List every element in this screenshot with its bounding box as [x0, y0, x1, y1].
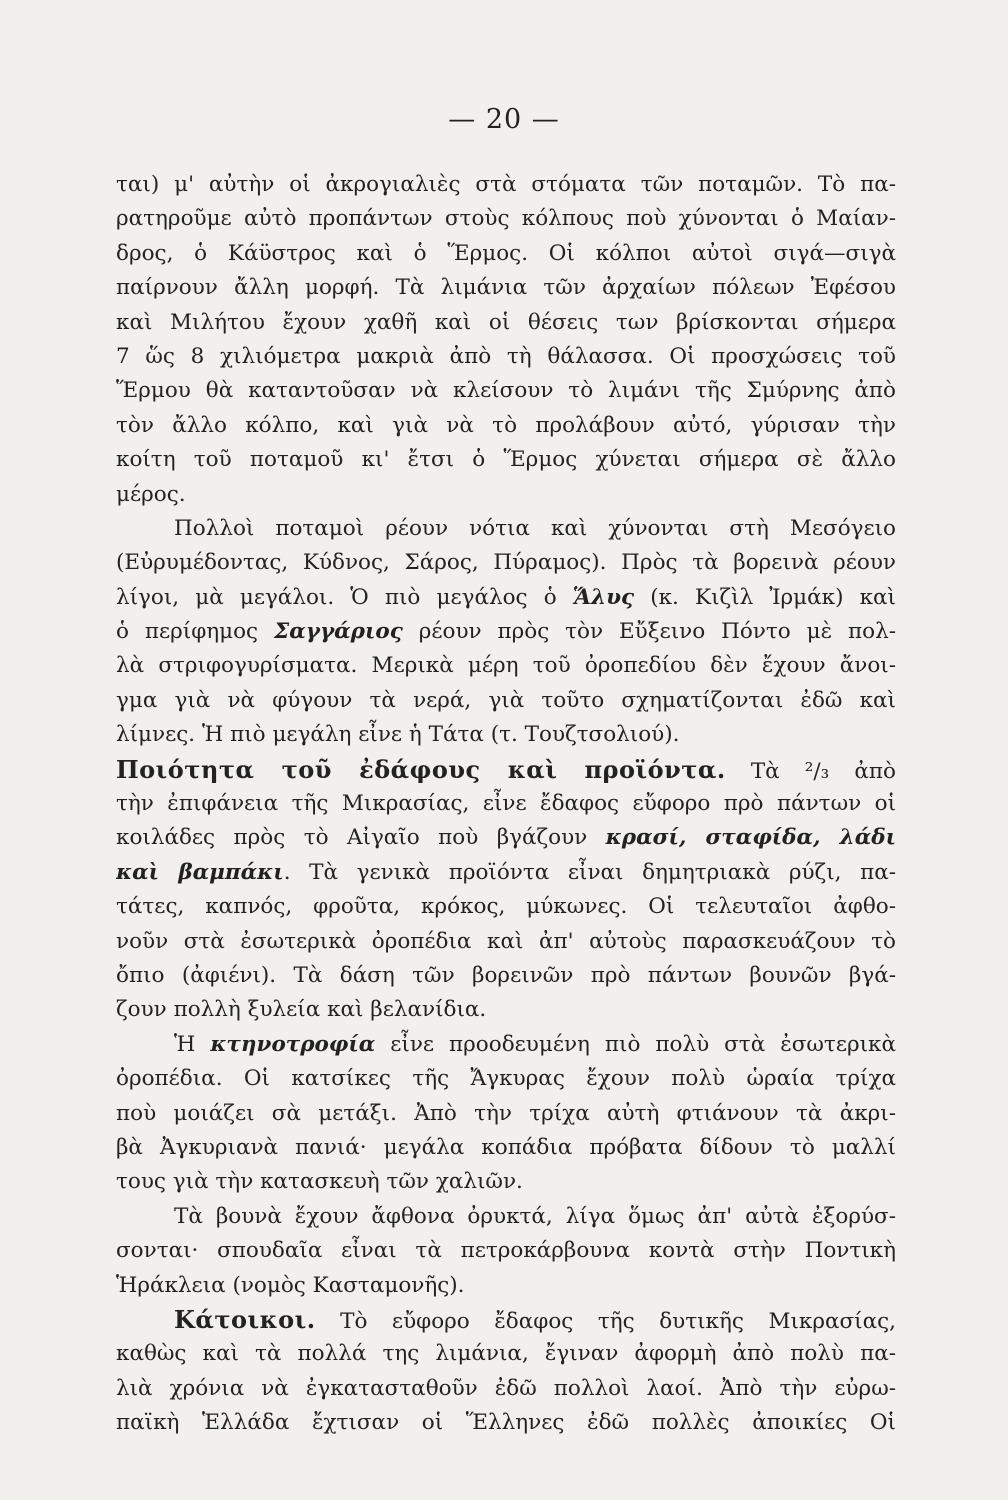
text-line: μέρος. [116, 481, 186, 507]
text-line: λιὰ χρόνια νὰ ἐγκατασταθοῦν ἐδῶ πολλοὶ λαοί. Ἀπὸ τὴν εὐρω- [116, 1375, 896, 1401]
paragraph-rivers [116, 512, 896, 753]
text-line [116, 1303, 896, 1337]
text-line: (Εὐρυμέδοντας, Κύδνος, Σάρος, Πύραμος). Πρὸς τὰ βορεινὰ ρέουν [116, 550, 896, 576]
text-span: λίγοι, μὰ μεγάλοι. Ὁ πιὸ μεγάλος ὁ [116, 584, 573, 610]
text-line: ται) μ' αὐτὴν οἱ ἀκρογιαλιὲς στὰ στόματα τῶν ποταμῶν. Τὸ πα- [116, 172, 896, 197]
text-line: 7 ὥς 8 χιλιόμετρα μακριὰ ἀπὸ τὴ θάλασσα. Οἱ προσχώσεις τοῦ [116, 343, 896, 369]
text-line [116, 821, 896, 855]
text-line: τὴν ἐπιφάνεια τῆς Μικρασίας, εἶνε ἔδαφος εὔφορο πρὸ πάντων οἱ [116, 791, 896, 817]
text-line [116, 1028, 896, 1062]
text-span: (κ. Κιζὶλ Ἰρμάκ) καὶ [634, 584, 896, 610]
page-number: — 20 — [448, 104, 560, 135]
paragraph-soil-products [116, 753, 896, 1028]
text-line [116, 753, 896, 787]
section-heading-soil: Ποιότητα τοῦ ἐδάφους καὶ προϊόντα. [116, 754, 726, 784]
text-span: Ἡ [174, 1031, 211, 1057]
text-line: ζουν πολλὴ ξυλεία καὶ βελανίδια. [116, 997, 487, 1023]
emphasis-cotton: καὶ βαμπάκι [116, 859, 284, 885]
text-span: κοιλάδες πρὸς τὸ Αἰγαῖο ποὺ βγάζουν [116, 825, 606, 851]
text-line: τάτες, καπνός, φροῦτα, κρόκος, μύκωνες. Οἱ τελευταῖοι ἀφθο- [116, 894, 896, 920]
text-span: . Τὰ γενικὰ προϊόντα εἶναι δημητριακὰ ρύζι, πα- [283, 859, 896, 885]
text-line: λὰ στριφογυρίσματα. Μερικὰ μέρη τοῦ ὀροπεδίου δὲν ἔχουν ἄνοι- [116, 653, 896, 679]
body-text [116, 168, 896, 1440]
text-span: ὁ περίφημος [116, 619, 274, 645]
text-line: ὀροπέδια. Οἱ κατσίκες τῆς Ἄγκυρας ἔχουν πολὺ ὡραία τρίχα [116, 1066, 896, 1092]
text-line: τὸν ἄλλο κόλπο, καὶ γιὰ νὰ τὸ προλάβουν αὐτό, γύρισαν τὴν [116, 412, 896, 438]
text-line: κοίτη τοῦ ποταμοῦ κι' ἔτσι ὁ Ἕρμος χύνεται σήμερα σὲ ἄλλο [116, 447, 896, 473]
text-line: παϊκὴ Ἑλλάδα ἔχτισαν οἱ Ἕλληνες ἐδῶ πολλὲς ἀποικίες Οἱ [116, 1410, 896, 1436]
text-line: βὰ Ἀγκυριανὰ πανιά· μεγάλα κοπάδια πρόβατα δίδουν τὸ μαλλί [116, 1134, 896, 1160]
text-line: παίρνουν ἄλλη μορφή. Τὰ λιμάνια τῶν ἀρχαίων πόλεων Ἐφέσου [116, 275, 896, 301]
paragraph-minerals [116, 1200, 896, 1303]
text-line: καθὼς καὶ τὰ πολλά της λιμάνια, ἔγιναν ἀφορμὴ ἀπὸ πολὺ πα- [116, 1341, 896, 1367]
text-span: ρέουν πρὸς τὸν Εὔξεινο Πόντο μὲ πολ- [402, 619, 896, 645]
text-span: εἶνε προοδευμένη πιὸ πολὺ στὰ ἐσωτερικὰ [375, 1031, 896, 1057]
text-line: Πολλοὶ ποταμοὶ ρέουν νότια καὶ χύνονται στὴ Μεσόγειο [174, 515, 896, 541]
paragraph-livestock [116, 1028, 896, 1200]
text-line: νοῦν στὰ ἐσωτερικὰ ὀροπέδια καὶ ἀπ' αὐτοὺς παρασκευάζουν τὸ [116, 928, 896, 954]
text-line [116, 615, 896, 649]
text-line: Τὰ βουνὰ ἔχουν ἄφθονα ὀρυκτά, λίγα ὅμως ἀπ' αὐτὰ ἐξορύσ- [174, 1203, 896, 1229]
emphasis-products: κρασί, σταφίδα, λάδι [605, 825, 896, 851]
text-line: λίμνες. Ἡ πιὸ μεγάλη εἶνε ἡ Τάτα (τ. Τουζτσολιού). [116, 722, 680, 748]
section-heading-inhabitants: Κάτοικοι. [174, 1304, 316, 1334]
paragraph-inhabitants [116, 1303, 896, 1441]
emphasis-halys: Ἅλυς [572, 584, 635, 610]
text-line: ρατηροῦμε αὐτὸ προπάντων στοὺς κόλπους ποὺ χύνονται ὁ Μαίαν- [116, 206, 896, 232]
text-line [116, 856, 896, 890]
text-span: Τὸ εὔφορο ἔδαφος τῆς δυτικῆς Μικρασίας, [315, 1308, 896, 1334]
text-line: ὄπιο (ἀφιένι). Τὰ δάση τῶν βορεινῶν πρὸ πάντων βουνῶν βγά- [116, 962, 896, 988]
text-line: ποὺ μοιάζει σὰ μετάξι. Ἀπὸ τὴν τρίχα αὐτὴ φτιάνουν τὰ ἀκρι- [116, 1100, 896, 1126]
paragraph-river-mouths [116, 168, 896, 512]
text-line: Ἕρμου θὰ καταντοῦσαν νὰ κλείσουν τὸ λιμάνι τῆς Σμύρνης ἀπὸ [116, 378, 896, 404]
text-line [116, 581, 896, 615]
text-span: Τὰ ²/₃ ἀπὸ [725, 758, 896, 784]
emphasis-sangarios: Σαγγάριος [274, 619, 403, 645]
emphasis-livestock: κτηνοτροφία [210, 1031, 376, 1057]
text-line: δρος, ὁ Κάϋστρος καὶ ὁ Ἕρμος. Οἱ κόλποι αὐτοὶ σιγά—σιγὰ [116, 240, 896, 266]
text-line: καὶ Μιλήτου ἔχουν χαθῆ καὶ οἱ θέσεις των βρίσκονται σήμερα [116, 309, 896, 335]
text-line: τους γιὰ τὴν κατασκευὴ τῶν χαλιῶν. [116, 1169, 523, 1195]
text-line: γμα γιὰ νὰ φύγουν τὰ νερά, γιὰ τοῦτο σχηματίζονται ἐδῶ καὶ [116, 687, 896, 713]
text-line: Ἡράκλεια (νομὸς Κασταμονῆς). [116, 1272, 465, 1298]
text-line: σονται· σπουδαῖα εἶναι τὰ πετροκάρβουνα κοντὰ στὴν Ποντικὴ [116, 1238, 896, 1264]
